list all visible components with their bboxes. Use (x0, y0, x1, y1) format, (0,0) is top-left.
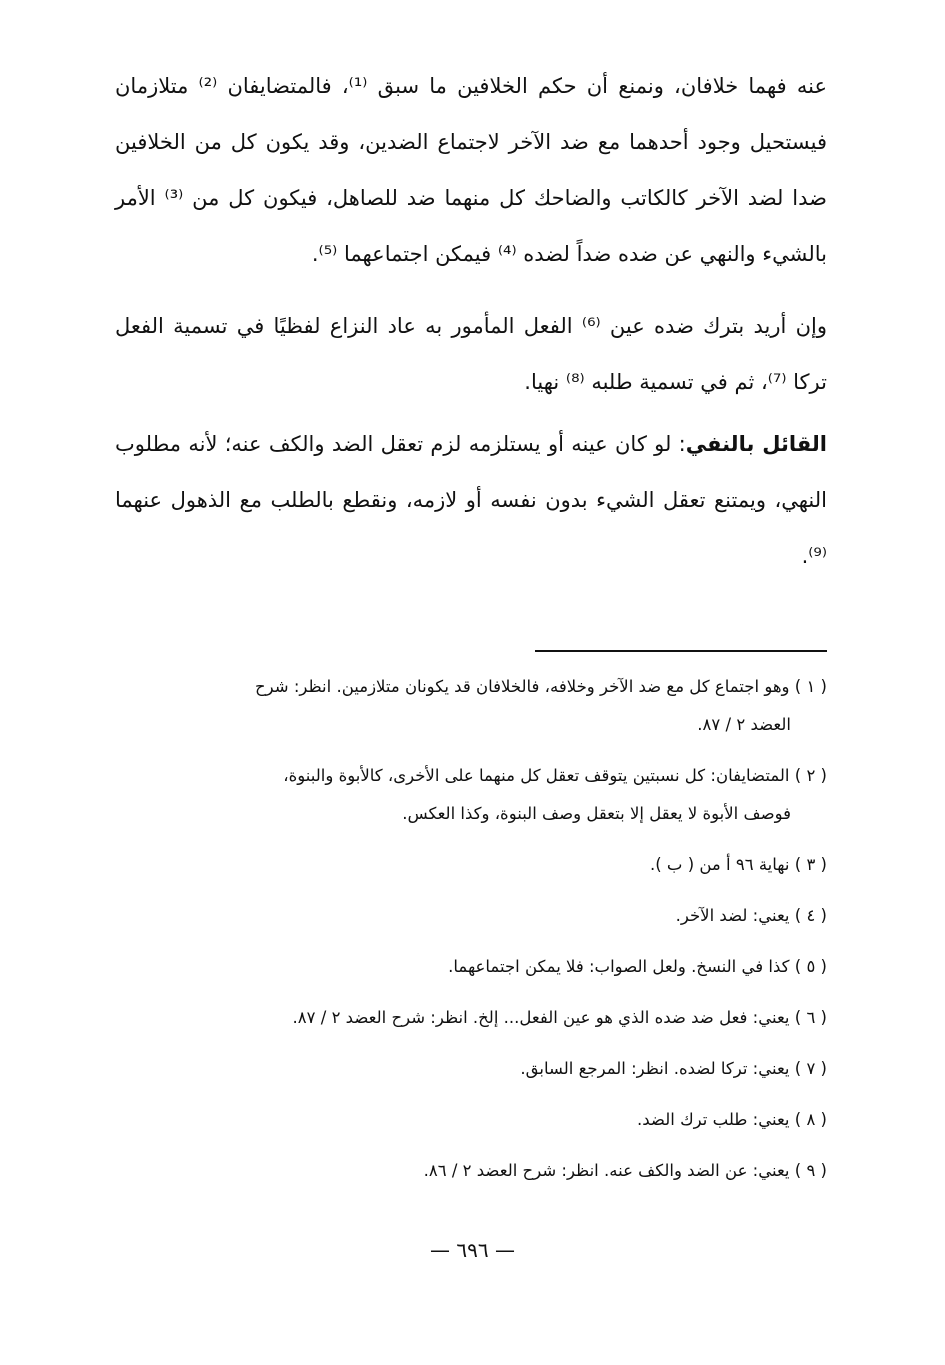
paragraph-3 (115, 416, 827, 584)
footnote-2 (115, 757, 827, 833)
footnote-1 (115, 668, 827, 744)
footnote-6: ( ٦ ) يعني: فعل ضد ضده الذي هو عين الفعل... إلخ. انظر: شرح العضد ٢ / ٨٧. (292, 1008, 827, 1027)
footnote-9: ( ٩ ) يعني: عن الضد والكف عنه. انظر: شرح العضد ٢ / ٨٦. (423, 1161, 827, 1180)
footnote-divider (535, 650, 827, 652)
footnote-2-line-1: ( ٢ ) المتضايفان: كل نسبتين يتوقف تعقل كل منهما على الأخرى، كالأبوة والبنوة، (283, 766, 827, 785)
main-text (115, 58, 827, 584)
paragraph-3-body: : لو كان عينه أو يستلزمه لزم تعقل الضد والكف عنه؛ لأنه مطلوب النهي، ويمتنع تعقل الشيء بدون نفسه أو لازمه، ونقطع بالطلب مع الذهول عنهما ⁽⁹⁾. (115, 432, 827, 568)
paragraph-2: وإن أريد بترك ضده عين ⁽⁶⁾ الفعل المأمور به عاد النزاع لفظيًا في تسمية الفعل تركا ⁽⁷⁾، ثم في تسمية طلبه ⁽⁸⁾ نهيا. (115, 314, 828, 394)
paragraph-1: عنه فهما خلافان، ونمنع أن حكم الخلافين ما سبق ⁽¹⁾، فالمتضايفان ⁽²⁾ متلازمان فيستحيل وجود أحدهما مع ضد الآخر لاجتماع الضدين، وقد يكون كل من الخلافين ضدا لضد الآخر كالكاتب والضاحك كل منهما ضد للصاهل، فيكون كل من ⁽³⁾ الأمر بالشيء والنهي عن ضده ضداً لضده ⁽⁴⁾ فيمكن اجتماعهما ⁽⁵⁾. (115, 74, 827, 266)
footnote-3: ( ٣ ) نهاية ٩٦ أ من ( ب ). (649, 855, 827, 874)
footnote-7: ( ٧ ) يعني: تركا لضده. انظر: المرجع السابق. (520, 1059, 827, 1078)
footnote-4: ( ٤ ) يعني: لضد الآخر. (675, 906, 827, 925)
page-number: — ٦٩٦ — (430, 1238, 515, 1262)
footnote-1-line-2: العضد ٢ / ٨٧. (697, 715, 791, 734)
footnote-2-line-2: فوصف الأبوة لا يعقل إلا بتعقل وصف البنوة، وكذا العكس. (402, 804, 791, 823)
footnotes (115, 668, 827, 1203)
footnote-8: ( ٨ ) يعني: طلب ترك الضد. (637, 1110, 827, 1129)
paragraph-3-lead: القائل بالنفي (685, 432, 827, 456)
footnote-5: ( ٥ ) كذا في النسخ. ولعل الصواب: فلا يمكن اجتماعهما. (448, 957, 827, 976)
footnote-1-line-1: ( ١ ) وهو اجتماع كل مع ضد الآخر وخلافه، فالخلافان قد يكونان متلازمين. انظر: شرح (255, 677, 827, 696)
